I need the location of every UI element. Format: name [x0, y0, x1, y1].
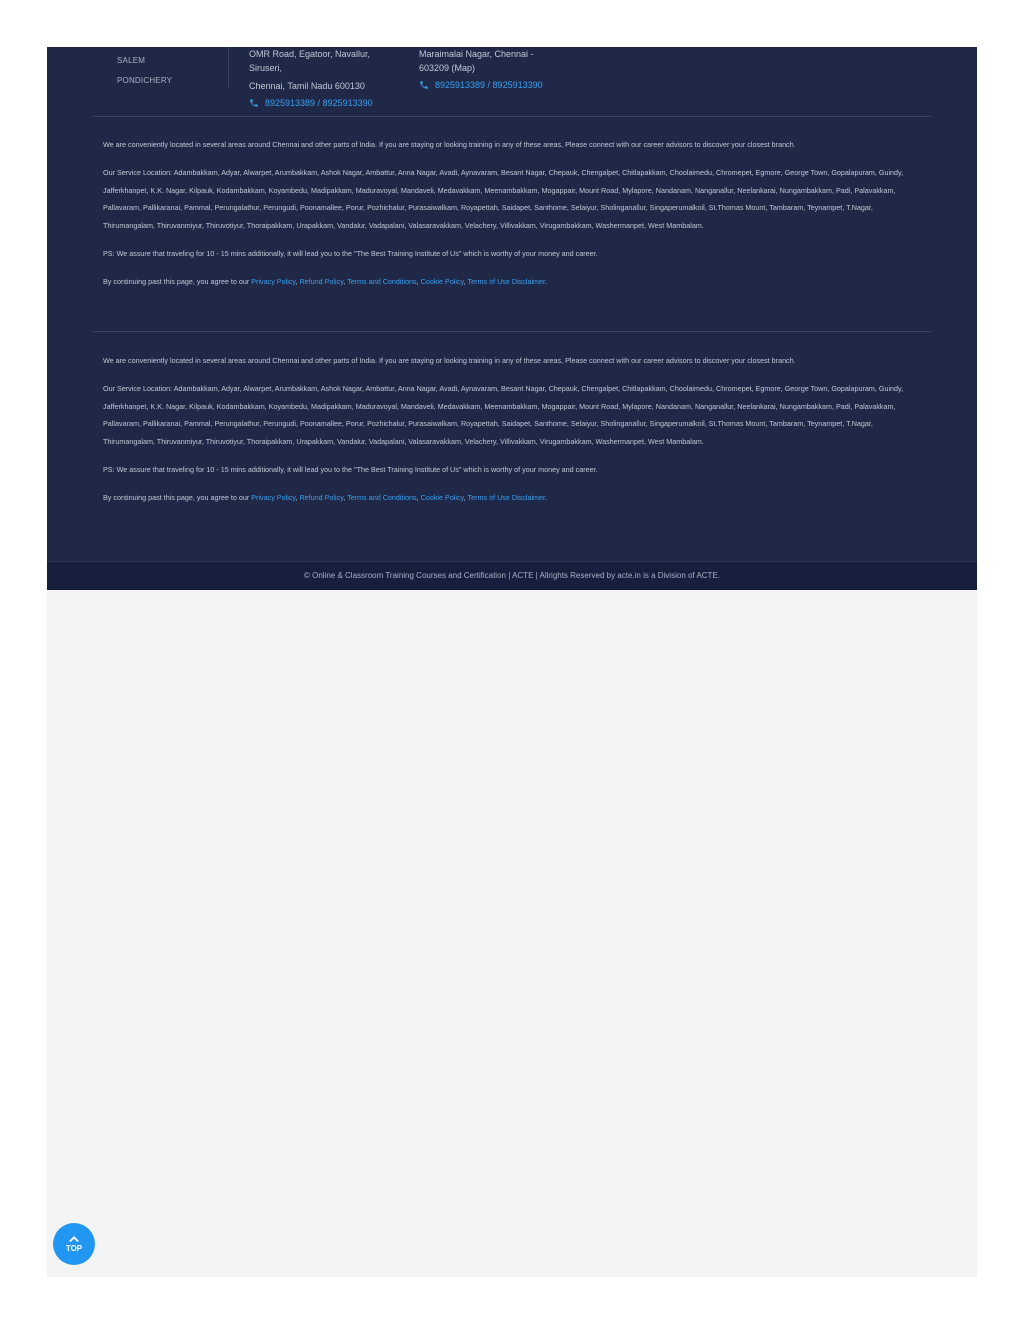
chevron-up-icon [69, 1235, 79, 1243]
cookie-policy-link[interactable]: Cookie Policy [420, 276, 464, 286]
ps-note: PS: We assure that traveling for 10 - 15 mins additionally, it will lead you to the "The Best Training Institute of Us" which is worthy of your money and career. [103, 248, 598, 258]
footer-main [47, 47, 977, 561]
address-line: Maraimalai Nagar, Chennai - [419, 49, 534, 59]
privacy-policy-link[interactable]: Privacy Policy [251, 276, 296, 286]
service-locations: Our Service Location: Adambakkam, Adyar, Alwarpet, Arumbakkam, Ashok Nagar, Ambattur, Anna Nagar, Avadi, Aynavaram, Besant Nagar, Chepauk, Chengalpet, Chitlapakkam, Choolaimedu, Chromepet, Egmore, George Town, Gopalapuram, Guindy, Jafferkhanpet, K.K. Nagar, Kilpauk, Kodambakkam, Koyambedu, Madipakkam, Maduravoyal, Mandaveli, Medavakkam, Meenambakkam, Mogappair, Mount Road, Mylapore, Nandanam, Nanganallur, Neelankarai, Nungambakkam, Padi, Palavakkam, Pallavaram, Pallikaranai, Pammal, Perungalathur, Perungudi, Poonamallee, Porur, Pozhichalur, Purasaiwalkam, Royapettah, Saidapet, Santhome, Selaiyur, Sholinganallur, Singaperumalkoil, St.Thomas Mount, Tambaram, Teynampet, T.Nagar, Thirumangalam, Thiruvanmiyur, Thiruvotiyur, Thoraipakkam, Urapakkam, Vandalur, Vadapalani, Valasaravakkam, Velachery, Villivakkam, Virugambakkam, Washermanpet, West Mambalam. [103, 383, 904, 447]
address-line: Siruseri, [249, 63, 283, 73]
back-to-top-button[interactable] [53, 1223, 95, 1265]
disclaimer-link[interactable]: Terms of Use Disclaimer [467, 276, 546, 286]
refund-policy-link[interactable]: Refund Policy [299, 492, 344, 502]
disclaimer-link[interactable]: Terms of Use Disclaimer [467, 492, 546, 502]
location-info-block [103, 136, 923, 301]
agreement-text: By continuing past this page, you agree to our [103, 276, 250, 286]
copyright-bar [47, 561, 977, 590]
cookie-policy-link[interactable]: Cookie Policy [420, 492, 464, 502]
policy-agreement: By continuing past this page, you agree to our Privacy Policy, Refund Policy, Terms and Conditions, Cookie Policy, Terms of Use Disclaimer. [103, 492, 548, 502]
branch-address-maraimalai [419, 47, 543, 92]
locations-intro: We are conveniently located in several areas around Chennai and other parts of India. If you are staying or looking training in any of these areas, Please connect with our career advisors to discover your closest branch. [103, 140, 796, 149]
top-label: TOP [65, 1244, 83, 1253]
terms-link[interactable]: Terms and Conditions [347, 492, 417, 502]
branch-address-omr [249, 47, 373, 110]
phone-icon [419, 80, 429, 90]
phone-icon [249, 98, 259, 108]
terms-link[interactable]: Terms and Conditions [347, 276, 417, 286]
phone-link[interactable] [249, 96, 373, 110]
locations-intro: We are conveniently located in several areas around Chennai and other parts of India. If you are staying or looking training in any of these areas, Please connect with our career advisors to discover your closest branch. [103, 356, 796, 365]
policy-agreement: By continuing past this page, you agree to our Privacy Policy, Refund Policy, Terms and Conditions, Cookie Policy, Terms of Use Disclaimer. [103, 276, 548, 286]
service-locations: Our Service Location: Adambakkam, Adyar, Alwarpet, Arumbakkam, Ashok Nagar, Ambattur, Anna Nagar, Avadi, Aynavaram, Besant Nagar, Chepauk, Chengalpet, Chitlapakkam, Choolaimedu, Chromepet, Egmore, George Town, Gopalapuram, Guindy, Jafferkhanpet, K.K. Nagar, Kilpauk, Kodambakkam, Koyambedu, Madipakkam, Maduravoyal, Mandaveli, Medavakkam, Meenambakkam, Mogappair, Mount Road, Mylapore, Nandanam, Nanganallur, Neelankarai, Nungambakkam, Padi, Palavakkam, Pallavaram, Pallikaranai, Pammal, Perungalathur, Perungudi, Poonamallee, Porur, Pozhichalur, Purasaiwalkam, Royapettah, Saidapet, Santhome, Selaiyur, Sholinganallur, Singaperumalkoil, St.Thomas Mount, Tambaram, Teynampet, T.Nagar, Thirumangalam, Thiruvanmiyur, Thiruvotiyur, Thoraipakkam, Urapakkam, Vandalur, Vadapalani, Valasaravakkam, Velachery, Villivakkam, Virugambakkam, Washermanpet, West Mambalam. [103, 167, 904, 231]
agreement-text: By continuing past this page, you agree to our [103, 492, 250, 502]
refund-policy-link[interactable]: Refund Policy [299, 276, 344, 286]
phone-number: 8925913389 / 8925913390 [435, 80, 543, 90]
city-link-pondichery[interactable]: PONDICHERY [117, 76, 173, 85]
phone-number: 8925913389 / 8925913390 [265, 98, 373, 108]
address-line: 603209 (Map) [419, 63, 476, 73]
address-line: OMR Road, Egatoor, Navallur, [249, 49, 371, 59]
city-list [117, 51, 172, 91]
divider [93, 331, 931, 332]
location-info-block [103, 352, 923, 517]
privacy-policy-link[interactable]: Privacy Policy [251, 492, 296, 502]
address-line: Chennai, Tamil Nadu 600130 [249, 81, 365, 91]
divider [93, 116, 931, 117]
phone-link[interactable] [419, 78, 543, 92]
ps-note: PS: We assure that traveling for 10 - 15 mins additionally, it will lead you to the "The Best Training Institute of Us" which is worthy of your money and career. [103, 464, 598, 474]
copyright-text: © Online & Classroom Training Courses and Certification | ACTE | Allrights Reserved by acte.in is a Division of ACTE. [304, 571, 720, 580]
divider [228, 47, 229, 87]
city-link-salem[interactable]: SALEM [117, 56, 146, 65]
